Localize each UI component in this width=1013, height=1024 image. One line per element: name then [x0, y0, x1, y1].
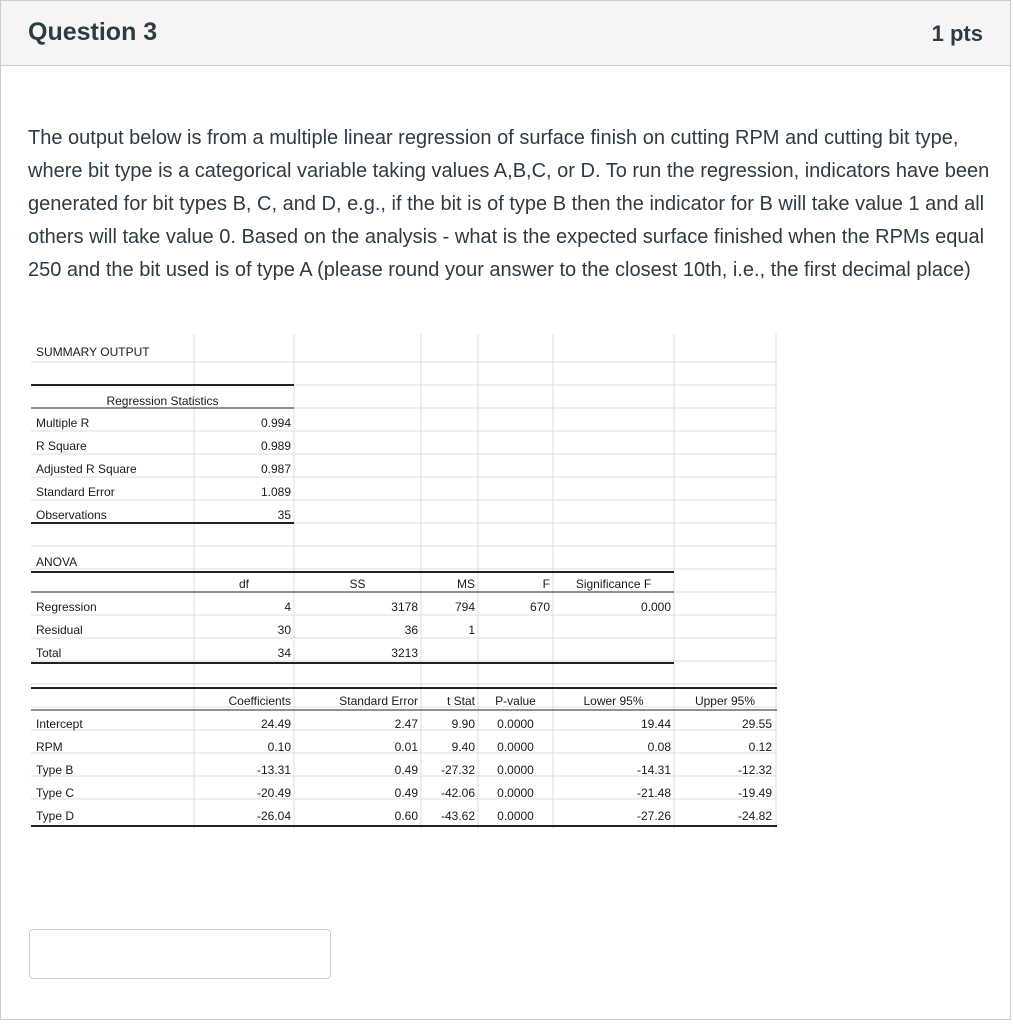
anova-ms: 1	[468, 623, 475, 637]
coef-se: 0.49	[394, 786, 418, 800]
coef-se: 2.47	[394, 717, 418, 731]
anova-header: F	[542, 577, 550, 591]
coef-se: 0.49	[394, 763, 418, 777]
coef-value: -20.49	[256, 786, 291, 800]
anova-ss: 36	[404, 623, 418, 637]
reg-stat-label: Multiple R	[36, 416, 90, 430]
anova-ss: 3178	[391, 600, 418, 614]
coef-upper95: 29.55	[741, 717, 772, 731]
summary-output-header: SUMMARY OUTPUT	[36, 345, 150, 359]
anova-header: MS	[457, 577, 475, 591]
coef-lower95: -21.48	[636, 786, 671, 800]
coef-header: t Stat	[446, 694, 475, 708]
regression-statistics-title: Regression Statistics	[106, 394, 219, 408]
coef-tstat: -27.32	[440, 763, 475, 777]
question-title: Question 3	[28, 18, 158, 46]
question-header	[1, 1, 1010, 66]
coef-pvalue: 0.0000	[497, 717, 534, 731]
coef-row-label: Intercept	[36, 717, 83, 731]
coef-pvalue: 0.0000	[497, 763, 534, 777]
coef-row-label: Type D	[36, 809, 75, 823]
anova-ss: 3213	[391, 646, 418, 660]
anova-df: 34	[277, 646, 291, 660]
coef-lower95: -27.26	[636, 809, 671, 823]
anova-f: 670	[529, 600, 550, 614]
coef-value: -13.31	[256, 763, 291, 777]
reg-stat-value: 35	[277, 508, 291, 522]
coef-se: 0.60	[394, 809, 418, 823]
reg-stat-value: 0.987	[260, 462, 291, 476]
coef-header: Standard Error	[339, 694, 418, 708]
anova-row-label: Regression	[36, 600, 97, 614]
reg-stat-label: Observations	[36, 508, 107, 522]
coef-se: 0.01	[394, 740, 418, 754]
coef-tstat: -43.62	[440, 809, 475, 823]
coef-row-label: Type B	[36, 763, 74, 777]
coef-value: -26.04	[256, 809, 291, 823]
coef-value: 24.49	[260, 717, 291, 731]
anova-significance: 0.000	[640, 600, 671, 614]
coef-lower95: 0.08	[647, 740, 671, 754]
coef-tstat: -42.06	[440, 786, 475, 800]
reg-stat-label: Standard Error	[36, 485, 115, 499]
anova-header: df	[238, 577, 249, 591]
anova-df: 30	[277, 623, 291, 637]
coef-pvalue: 0.0000	[497, 740, 534, 754]
anova-row-label: Total	[36, 646, 62, 660]
anova-row-label: Residual	[36, 623, 83, 637]
coef-upper95: 0.12	[748, 740, 772, 754]
anova-title: ANOVA	[36, 555, 78, 569]
reg-stat-label: Adjusted R Square	[36, 462, 137, 476]
coef-upper95: -24.82	[737, 809, 772, 823]
coef-upper95: -12.32	[737, 763, 772, 777]
coef-header: P-value	[495, 694, 536, 708]
answer-input[interactable]	[29, 929, 331, 979]
reg-stat-value: 0.989	[260, 439, 291, 453]
reg-stat-label: R Square	[36, 439, 87, 453]
reg-stat-value: 0.994	[260, 416, 291, 430]
coef-pvalue: 0.0000	[497, 809, 534, 823]
coef-tstat: 9.40	[451, 740, 475, 754]
coef-lower95: 19.44	[640, 717, 671, 731]
coef-lower95: -14.31	[636, 763, 671, 777]
coef-value: 0.10	[267, 740, 291, 754]
coef-upper95: -19.49	[737, 786, 772, 800]
question-text: The output below is from a multiple linear regression of surface finish on cutting RPM and cutting bit type, where bit type is a categorical variable taking values A,B,C, or D. To run the regression, indicators have been generated for bit types B, C, and D, e.g., if the bit is of type B then the indicator for B will take value 1 and all others will take value 0. Based on the analysis - what is the expected surface finished when the RPMs equal 250 and the bit used is of type A (please round your answer to the closest 10th, i.e., the first decimal place)	[28, 127, 990, 281]
coef-pvalue: 0.0000	[497, 786, 534, 800]
anova-header: SS	[349, 577, 366, 591]
regression-output-image	[31, 334, 777, 829]
coef-row-label: RPM	[36, 740, 63, 754]
coef-row-label: Type C	[36, 786, 75, 800]
anova-ms: 794	[454, 600, 475, 614]
question-points: 1 pts	[931, 21, 983, 46]
coef-tstat: 9.90	[451, 717, 475, 731]
coef-header: Coefficients	[228, 694, 291, 708]
anova-header: Significance F	[575, 577, 652, 591]
coef-header: Lower 95%	[583, 694, 644, 708]
coef-header: Upper 95%	[694, 694, 756, 708]
reg-stat-value: 1.089	[260, 485, 291, 499]
anova-df: 4	[284, 600, 291, 614]
